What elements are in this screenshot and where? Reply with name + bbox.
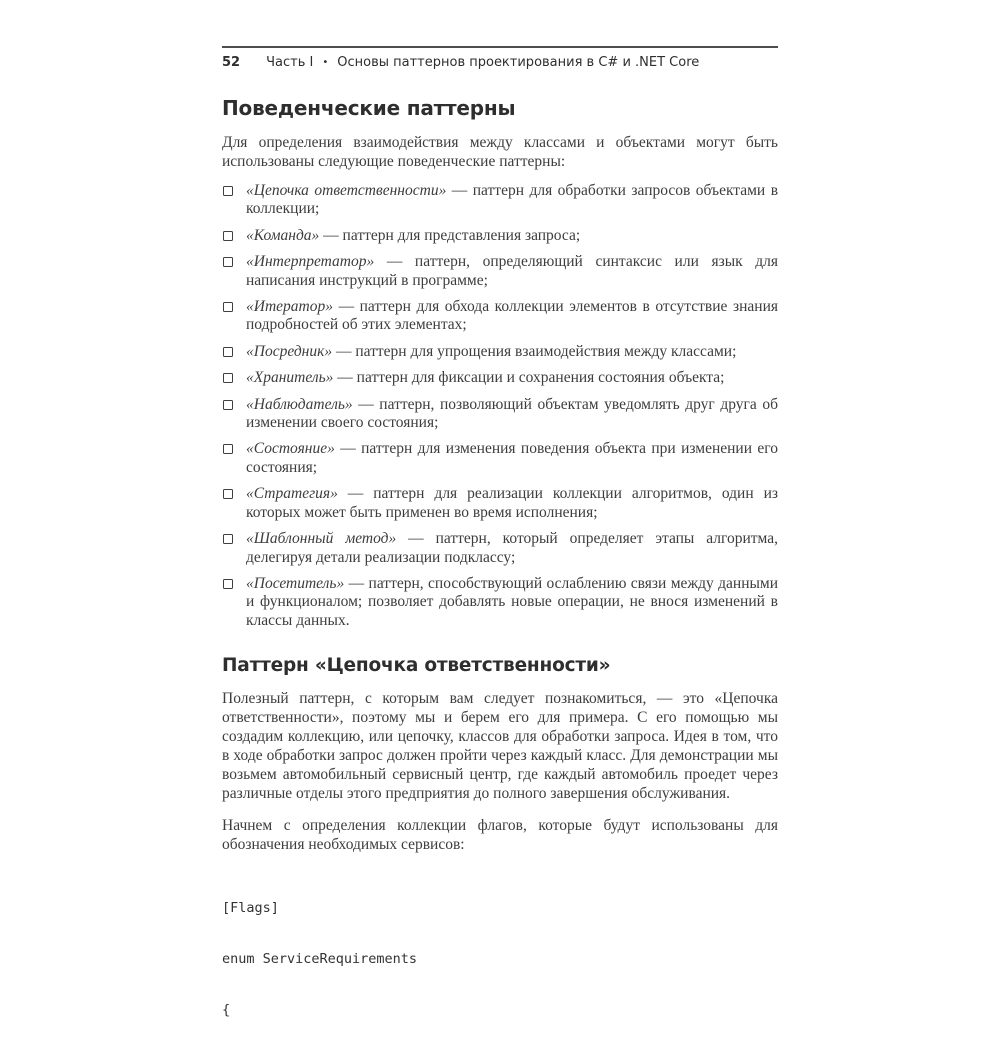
code-line: [Flags] — [222, 900, 279, 917]
list-item-text — [246, 298, 778, 335]
checkbox-bullet-icon — [223, 231, 233, 241]
list-item — [222, 369, 778, 387]
checkbox-bullet-icon — [223, 302, 233, 312]
list-item — [222, 227, 778, 245]
chapter-title: Основы паттернов проектирования в C# и .NET Core — [337, 55, 700, 70]
pattern-name: «Состояние» — [246, 440, 335, 458]
page-header — [222, 46, 778, 70]
list-item — [222, 440, 778, 477]
list-item — [222, 343, 778, 361]
pattern-desc: — паттерн для обхода коллекции элементов в отсутствие знания подробностей об этих элементах; — [246, 298, 779, 334]
list-item-text — [246, 485, 778, 522]
separator-dot-icon: • — [322, 57, 329, 68]
pattern-desc: — паттерн для реализации коллекции алгоритмов, один из которых может быть применен во время исполнения; — [246, 485, 778, 521]
checkbox-bullet-icon — [223, 373, 233, 383]
pattern-name: «Интерпретатор» — [246, 253, 375, 271]
pattern-name: «Наблюдатель» — [246, 395, 353, 413]
list-item — [222, 396, 778, 433]
list-item — [222, 253, 778, 290]
list-item-text — [246, 343, 778, 361]
checkbox-bullet-icon — [223, 444, 233, 454]
checkbox-bullet-icon — [223, 347, 233, 357]
pattern-name: «Стратегия» — [246, 485, 338, 503]
list-item — [222, 182, 778, 219]
checkbox-bullet-icon — [223, 400, 233, 410]
list-item-text — [246, 440, 778, 477]
list-item-text — [246, 253, 778, 290]
pattern-desc: — паттерн для упрощения взаимодействия между классами; — [335, 342, 737, 360]
list-item — [222, 575, 778, 630]
checkbox-bullet-icon — [223, 257, 233, 267]
pattern-desc: — паттерн, определяющий синтаксис или язык для написания инструкций в программе; — [246, 253, 779, 289]
pattern-name: «Посетитель» — [246, 574, 345, 592]
pattern-name: «Хранитель» — [246, 369, 334, 387]
pattern-desc: — паттерн для изменения поведения объекта при изменении его состояния; — [246, 440, 778, 476]
list-item-text — [246, 530, 778, 567]
checkbox-bullet-icon — [223, 579, 233, 589]
pattern-desc: — паттерн, позволяющий объектам уведомлять друг друга об изменении своего состояния; — [246, 395, 778, 432]
list-item — [222, 298, 778, 335]
section-title-chain: Паттерн «Цепочка ответственности» — [222, 655, 611, 677]
pattern-desc: — паттерн, который определяет этапы алгоритма, делегируя детали реализации подклассу; — [246, 530, 779, 566]
chain-paragraph: Полезный паттерн, с которым вам следует познакомиться, — это «Цепочка ответственности», поэтому мы и берем его для примера. С его помощью мы создадим коллекцию, или цепочку, классов для обработки запроса. Идея в том, что в ходе обработки запрос должен пройти через каждый класс. Для демонстрации мы возьмем автомобильный сервисный центр, где каждый автомобиль проедет через различные отделы этого предприятия до полного завершения обслуживания. — [222, 690, 778, 803]
part-label: Часть I — [266, 55, 314, 70]
list-item-text — [246, 182, 778, 219]
list-item-text — [246, 369, 778, 387]
pattern-desc: — паттерн, способствующий ослаблению связи между данными и функционалом; позволяет добавлять новые операции, не внося изменений в классы данных. — [246, 574, 779, 629]
flags-paragraph: Начнем с определения коллекции флагов, которые будут использованы для обозначения необходимых сервисов: — [222, 817, 778, 854]
page-content — [222, 46, 778, 1053]
list-item-text — [246, 575, 778, 630]
pattern-name: «Команда» — [246, 226, 320, 244]
checkbox-bullet-icon — [223, 186, 233, 196]
checkbox-bullet-icon — [223, 489, 233, 499]
pattern-name: «Итератор» — [246, 298, 333, 316]
list-item — [222, 485, 778, 522]
pattern-name: «Шаблонный метод» — [246, 530, 397, 548]
list-item-text — [246, 396, 778, 433]
list-item-text — [246, 227, 778, 245]
list-item — [222, 530, 778, 567]
code-block — [222, 866, 778, 1053]
pattern-desc: — паттерн для представления запроса; — [323, 226, 581, 244]
patterns-list — [222, 182, 778, 630]
intro-paragraph: Для определения взаимодействия между классами и объектами могут быть использованы следующие поведенческие паттерны: — [222, 134, 778, 170]
pattern-name: «Цепочка ответственности» — [246, 182, 447, 199]
section-title-behavioral: Поведенческие паттерны — [222, 96, 516, 120]
pattern-desc: — паттерн для фиксации и сохранения состояния объекта; — [337, 369, 725, 387]
checkbox-bullet-icon — [223, 534, 233, 544]
page-number: 52 — [222, 55, 241, 70]
pattern-desc: — паттерн для обработки запросов объектами в коллекции; — [246, 182, 779, 218]
pattern-name: «Посредник» — [246, 342, 333, 360]
code-line: enum ServiceRequirements — [222, 951, 418, 968]
code-line: { — [222, 1002, 231, 1019]
